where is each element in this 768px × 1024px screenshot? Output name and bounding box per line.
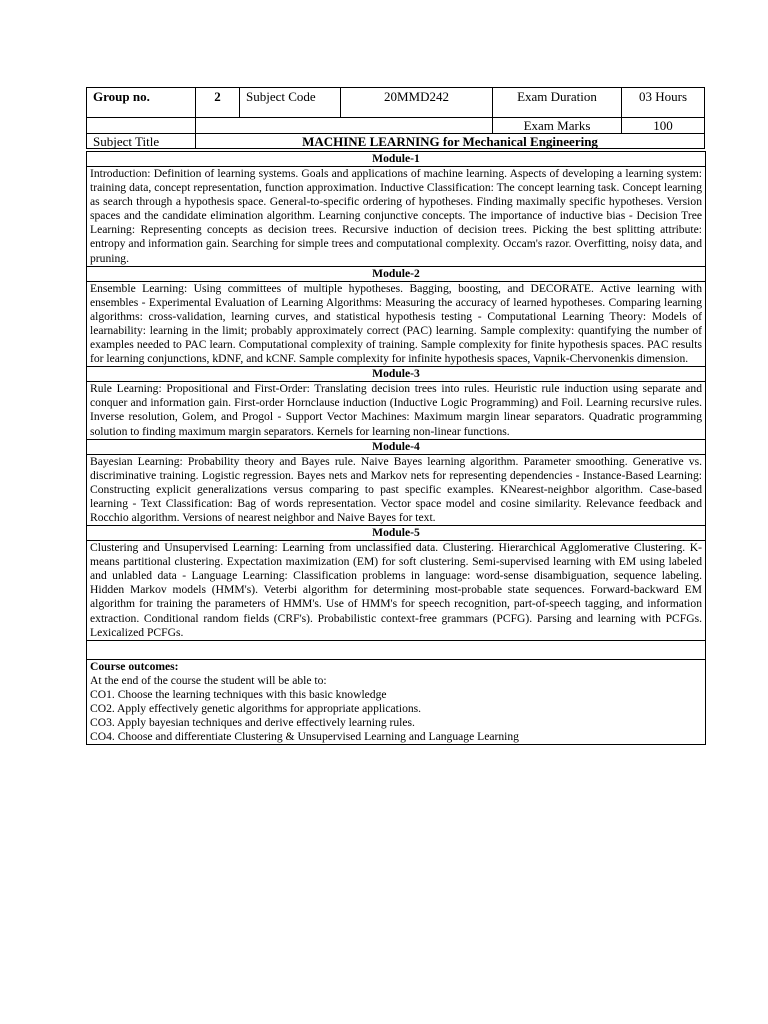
outcome-item: CO3. Apply bayesian techniques and derive effectively learning rules.	[90, 716, 415, 730]
outcome-item: CO1. Choose the learning techniques with this basic knowledge	[90, 687, 387, 701]
exam-marks-value: 100	[622, 118, 705, 134]
header-row-3	[87, 134, 705, 149]
empty-cell	[87, 118, 196, 134]
module-2-title: Module-2	[87, 266, 706, 281]
empty-row	[87, 640, 706, 659]
outcome-item: CO4. Choose and differentiate Clustering & Unsupervised Learning and Language Learning	[90, 730, 519, 744]
subject-code-value: 20MMD242	[341, 88, 493, 118]
empty-cell	[196, 118, 493, 134]
subject-title-value: MACHINE LEARNING for Mechanical Engineering	[196, 134, 705, 149]
exam-marks-label: Exam Marks	[493, 118, 622, 134]
module-1-title: Module-1	[87, 152, 706, 167]
module-5-text: Clustering and Unsupervised Learning: Learning from unclassified data. Clustering. Hierarchical Agglomerative Clustering. K-means partitional clustering. Expectation maximization (EM) for soft clustering. Semi-supervised learning with EM using labeled and unlabled data - Language Learning: Classification problems in language: word-sense disambiguation, sequence labeling. Hidden Markov models (HMM's). Veterbi algorithm for determining most-probable state sequences. Forward-backward EM algorithm for training the parameters of HMM's. Use of HMM's for speech recognition, part-of-speech tagging, and information extraction. Conditional random fields (CRF's). Probabilistic context-free grammars (PCFG). Parsing and learning with PCFGs. Lexicalized PCFGs.	[87, 541, 706, 641]
outcomes-heading: Course outcomes:	[90, 659, 179, 673]
subject-title-label: Subject Title	[87, 134, 196, 149]
course-outcomes	[87, 659, 706, 745]
module-4-title: Module-4	[87, 439, 706, 454]
exam-duration-label: Exam Duration	[493, 88, 622, 118]
module-2-text: Ensemble Learning: Using committees of multiple hypotheses. Bagging, boosting, and DECORATE. Active learning with ensembles - Experimental Evaluation of Learning Algorithms: Measuring the accuracy of learned hypotheses. Comparing learning algorithms: cross-validation, learning curves, and statistical hypothesis testing - Computational Learning Theory: Models of learnability: learning in the limit; probably approximately correct (PAC) learning. Sample complexity: quantifying the number of examples needed to PAC learn. Computational complexity of training. Sample complexity for finite hypothesis spaces. PAC results for learning conjunctions, kDNF, and kCNF. Sample complexity for infinite hypothesis spaces, Vapnik-Chervonenkis dimension.	[87, 281, 706, 367]
group-label: Group no.	[87, 88, 196, 118]
group-value: 2	[196, 88, 240, 118]
module-4-text: Bayesian Learning: Probability theory and Bayes rule. Naive Bayes learning algorithm. Parameter smoothing. Generative vs. discriminative training. Logistic regression. Bayes nets and Markov nets for representing dependencies - Instance-Based Learning: Constructing explicit generalizations versus comparing to past specific examples. KNearest-neighbor algorithm. Case-based learning - Text Classification: Bag of words representation. Vector space model and cosine similarity. Relevance feedback and Rocchio algorithm. Versions of nearest neighbor and Naive Bayes for text.	[87, 454, 706, 525]
course-header-table	[86, 87, 705, 149]
subject-code-label: Subject Code	[240, 88, 341, 118]
outcome-item: CO2. Apply effectively genetic algorithms for appropriate applications.	[90, 702, 422, 715]
header-row-2	[87, 118, 705, 134]
module-3-text: Rule Learning: Propositional and First-Order: Translating decision trees into rules. Heuristic rule induction using separate and conquer and information gain. First-order Hornclause induction (Inductive Logic Programming) and Foil. Learning recursive rules. Inverse resolution, Golem, and Progol - Support Vector Machines: Maximum margin linear separators. Quadratic programming solution to finding maximum margin separators. Kernels for learning non-linear functions.	[87, 382, 706, 439]
module-1-text: Introduction: Definition of learning systems. Goals and applications of machine learning. Aspects of developing a learning system: training data, concept representation, function approximation. Inductive Classification: The concept learning task. Concept learning as search through a hypothesis space. General-to-specific ordering of hypotheses. Finding maximally specific hypotheses. Version spaces and the candidate elimination algorithm. Learning conjunctive concepts. The importance of inductive bias - Decision Tree Learning: Representing concepts as decision trees. Recursive induction of decision trees. Picking the best splitting attribute: entropy and information gain. Searching for simple trees and computational complexity. Occam's razor. Overfitting, noisy data, and pruning.	[87, 167, 706, 267]
module-3-title: Module-3	[87, 367, 706, 382]
outcomes-intro: At the end of the course the student will be able to:	[90, 673, 327, 687]
modules-table	[86, 151, 706, 745]
header-row-1	[87, 88, 705, 118]
module-5-title: Module-5	[87, 526, 706, 541]
exam-duration-value: 03 Hours	[622, 88, 705, 118]
